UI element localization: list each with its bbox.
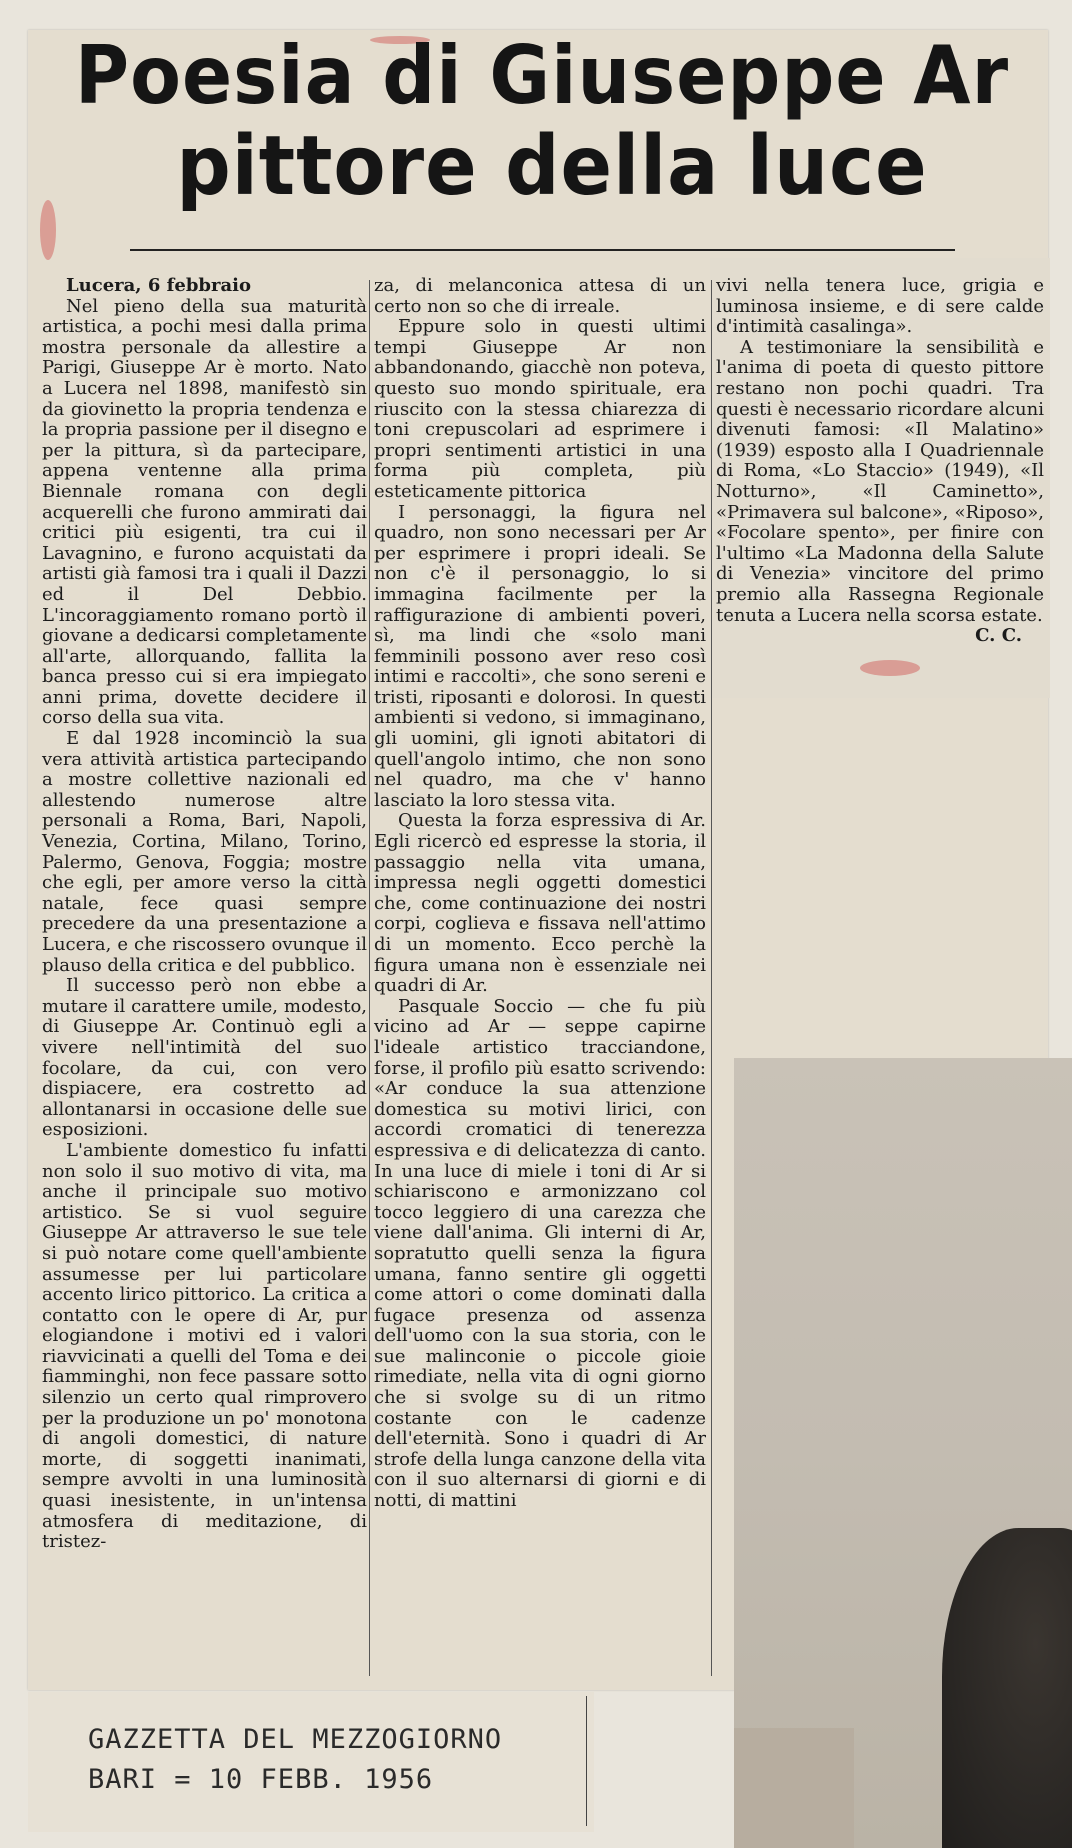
red-pencil-mark — [40, 200, 56, 260]
photo-background-wall — [734, 1728, 854, 1848]
source-stamp — [88, 1720, 502, 1800]
paragraph: Nel pieno della sua maturità artistica, a pochi mesi dalla prima mostra personale da allestire a Parigi, Giuseppe Ar è morto. Nato a Lucera nel 1898, manifestò sin da giovinetto la propria tendenza e la propria passione per il disegno e per la pittura, sì da partecipare, appena ventenne alla prima Biennale romana con degli acquerelli che furono ammirati dai critici più esigenti, tra cui il Lavagnino, e furono acquistati da artisti già famosi tra i quali il Dazzi ed il Del Debbio. L'incoraggiamento romano portò il giovane a dedicarsi completamente all'arte, allorquando, fallita la banca presso cui si era impiegato anni prima, dovette decidere il corso della sua vita. — [42, 295, 367, 729]
dateline: Lucera, 6 febbraio — [66, 275, 251, 296]
headline-line-1: Poesia di Giuseppe Ar — [74, 29, 1010, 123]
source-divider — [586, 1696, 587, 1826]
column-divider — [711, 280, 712, 1676]
paragraph: Eppure solo in questi ultimi tempi Giuseppe Ar non abbandonando, giacchè non poteva, questo suo mondo spirituale, era riuscito con la stessa chiarezza di toni crepuscolari ad esprimere i propri sentimenti artistici in una forma più completa, più esteticamente pittorica — [374, 316, 706, 502]
paragraph: vivi nella tenera luce, grigia e luminosa insieme, e di sere calde d'intimità casalinga». — [716, 275, 1044, 338]
headline-line-2: pittore della luce — [176, 117, 928, 214]
article-column-1 — [42, 276, 367, 1676]
article-column-3 — [716, 276, 1044, 696]
headline-rule — [130, 249, 955, 251]
author-signature: C. C. — [975, 625, 1022, 647]
paragraph: Pasquale Soccio — che fu più vicino ad Ar — seppe capirne l'ideale artistico tracciandone, forse, il profilo più esatto scrivendo: «Ar conduce la sua attenzione domestica su motivi lirici, con accordi cromatici di tenerezza espressiva e di delicatezza di canto. In una luce di miele i toni di Ar si schiariscono e armonizzano col tocco leggiero di una carezza che viene dall'anima. Gli interni di Ar, sopratutto quelli senza la figura umana, fanno sentire gli oggetti come attori o come dominati dalla fugace presenza od assenza dell'uomo con la sua storia, con le sue malinconie o piccole gioie rimediate, nella vita di ogni giorno che si svolge su di un ritmo costante con le cadenze dell'eternità. Sono i quadri di Ar strofe della lunga canzone della vita con il suo alternarsi di giorni e di notti, di mattini — [374, 995, 706, 1512]
column-divider — [369, 280, 370, 1676]
paragraph: A testimoniare la sensibilità e l'anima di poeta di questo pittore restano non pochi quadri. Tra questi è necessario ricordare alcuni divenuti famosi: «Il Malatino» (1939) esposto alla I Quadriennale di Roma, «Lo Staccio» (1949), «Il Notturno», «Il Caminetto», «Primavera sul balcone», «Riposo», «Focolare spento», per finire con l'ultimo «La Madonna della Salute di Venezia» vincitore del primo premio alla Rassegna Regionale tenuta a Lucera nella scorsa estate. — [716, 336, 1044, 626]
photograph — [734, 1058, 1072, 1848]
source-newspaper: GAZZETTA DEL MEZZOGIORNO — [88, 1724, 503, 1755]
paragraph: Questa la forza espressiva di Ar. Egli ricercò ed espresse la storia, il passaggio nella vita umana, impressa negli oggetti domestici che, come continuazione dei nostri corpi, coglieva e fissava nell'attimo di un momento. Ecco perchè la figura umana non è essenziale nei quadri di Ar. — [374, 810, 706, 997]
paragraph: E dal 1928 incominciò la sua vera attività artistica partecipando a mostre collettive nazionali ed allestendo numerose altre personali a Roma, Bari, Napoli, Venezia, Cortina, Milano, Torino, Palermo, Genova, Foggia; mostre che egli, per amore verso la città natale, fece quasi sempre precedere da una presentazione a Lucera, e che riscossero ovunque il plauso della critica e del pubblico. — [42, 728, 367, 976]
paragraph: L'ambiente domestico fu infatti non solo il suo motivo di vita, ma anche il principale suo motivo artistico. Se si vuol seguire Giuseppe Ar attraverso le sue tele si può notare come quell'ambiente assumesse per lui particolare accento lirico pittorico. La critica a contatto con le opere di Ar, pur elogiandone i motivi ed i valori riavvicinati a quelli del Toma e dei fiamminghi, non fece passare sotto silenzio un certo qual rimprovero per la produzione un po' monotona di angoli domestici, di nature morte, di soggetti inanimati, sempre avvolti in una luminosità quasi inesistente, in un'intensa atmosfera di meditazione, di tristez- — [42, 1139, 367, 1553]
paragraph: I personaggi, la figura nel quadro, non sono necessari per Ar per esprimere i propri ideali. Se non c'è il personaggio, lo si immagina facilmente per la raffigurazione di ambienti poveri, sì, ma lindi che «solo mani femminili possono aver reso così intimi e raccolti», che sono sereni e tristi, riposanti e dolorosi. In questi ambienti si vedono, si immaginano, gli uomini, gli ignoti abitatori di quell'angolo intimo, che non sono nel quadro, ma che v' hanno lasciato la loro stessa vita. — [374, 501, 706, 811]
photo-figure — [942, 1528, 1072, 1848]
article-column-2 — [374, 276, 706, 1676]
article-headline — [42, 29, 1042, 214]
source-date: BARI = 10 FEBB. 1956 — [88, 1764, 434, 1795]
paragraph: za, di melanconica attesa di un certo non so che di irreale. — [374, 275, 706, 317]
paragraph: Il successo però non ebbe a mutare il carattere umile, modesto, di Giuseppe Ar. Continuò egli a vivere nell'intimità del suo focolare, da cui, con vero dispiacere, era costretto ad allontanarsi in occasione delle sue esposizioni. — [42, 975, 367, 1141]
